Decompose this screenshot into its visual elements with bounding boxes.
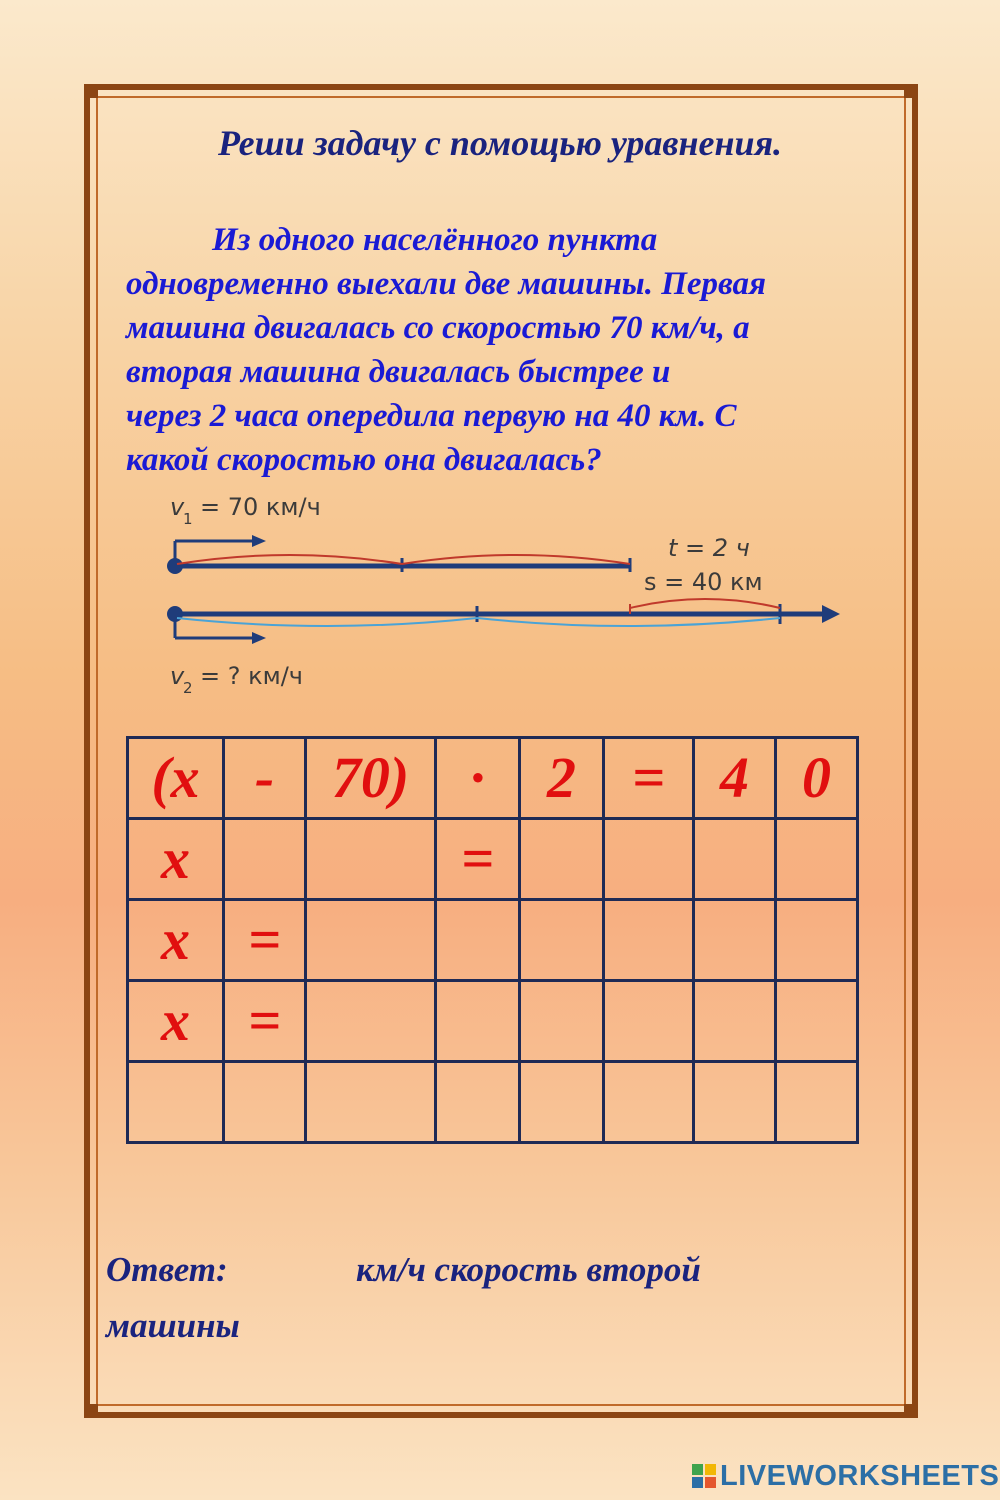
v2-arrowhead bbox=[252, 632, 266, 644]
v1-label: = 70 км/ч bbox=[200, 493, 321, 521]
grid-row bbox=[128, 1062, 858, 1143]
grid-input-cell[interactable] bbox=[306, 981, 436, 1062]
answer-label: Ответ: bbox=[106, 1250, 228, 1289]
grid-row bbox=[128, 900, 858, 981]
arc-hour-car2 bbox=[177, 618, 477, 626]
grid-cell: 2 bbox=[520, 738, 604, 819]
grid-input-cell[interactable] bbox=[436, 1062, 520, 1143]
frame-corner bbox=[84, 1404, 98, 1418]
time-label: t = 2 ч bbox=[668, 534, 750, 562]
v2-symbol: v bbox=[170, 662, 185, 690]
grid-cell: · bbox=[436, 738, 520, 819]
start-point bbox=[167, 558, 183, 574]
v1-subscript: 1 bbox=[183, 510, 193, 528]
grid-input-cell[interactable] bbox=[436, 900, 520, 981]
grid-row bbox=[128, 819, 858, 900]
problem-line: машина двигалась со скоростью 70 км/ч, а bbox=[126, 310, 750, 346]
equation-grid bbox=[126, 736, 859, 1144]
grid-input-cell[interactable] bbox=[604, 900, 694, 981]
grid-cell: 4 bbox=[694, 738, 776, 819]
grid-input-cell[interactable] bbox=[306, 1062, 436, 1143]
grid-input-cell[interactable] bbox=[436, 981, 520, 1062]
arc-hour-car2 bbox=[477, 618, 780, 626]
grid-cell: x bbox=[128, 900, 224, 981]
grid-cell: 70) bbox=[306, 738, 436, 819]
grid-row bbox=[128, 738, 858, 819]
grid-input-cell[interactable] bbox=[604, 819, 694, 900]
grid-cell: (x bbox=[128, 738, 224, 819]
v1-symbol: v bbox=[170, 493, 185, 521]
grid-input-cell[interactable] bbox=[128, 1062, 224, 1143]
grid-input-cell[interactable] bbox=[776, 981, 858, 1062]
grid-input-cell[interactable] bbox=[694, 981, 776, 1062]
v2-subscript: 2 bbox=[183, 679, 193, 697]
grid-input-cell[interactable] bbox=[604, 1062, 694, 1143]
problem-text bbox=[126, 218, 886, 482]
arc-hour bbox=[402, 555, 630, 564]
grid-row bbox=[128, 981, 858, 1062]
liveworksheets-logo bbox=[692, 1458, 999, 1494]
answer-unit-text: км/ч скорость второй bbox=[356, 1250, 701, 1289]
frame-corner bbox=[84, 84, 98, 98]
grid-input-cell[interactable] bbox=[520, 1062, 604, 1143]
grid-input-cell[interactable] bbox=[306, 819, 436, 900]
grid-cell: = bbox=[224, 900, 306, 981]
grid-input-cell[interactable] bbox=[776, 900, 858, 981]
grid-input-cell[interactable] bbox=[604, 981, 694, 1062]
frame-corner bbox=[904, 84, 918, 98]
grid-input-cell[interactable] bbox=[776, 1062, 858, 1143]
arc-difference bbox=[630, 599, 780, 608]
grid-cell: = bbox=[436, 819, 520, 900]
problem-line: Из одного населённого пункта bbox=[212, 222, 658, 258]
grid-cell: - bbox=[224, 738, 306, 819]
logo-icon bbox=[692, 1464, 716, 1488]
grid-cell: 0 bbox=[776, 738, 858, 819]
problem-line: через 2 часа опередила первую на 40 км. С bbox=[126, 398, 737, 434]
problem-line: какой скоростью она двигалась? bbox=[126, 442, 602, 478]
path-arrowhead bbox=[822, 605, 840, 623]
grid-input-cell[interactable] bbox=[520, 819, 604, 900]
problem-line: вторая машина двигалась быстрее и bbox=[126, 354, 671, 390]
grid-input-cell[interactable] bbox=[694, 900, 776, 981]
grid-input-cell[interactable] bbox=[520, 900, 604, 981]
motion-diagram bbox=[150, 488, 850, 698]
task-title: Реши задачу с помощью уравнения. bbox=[217, 123, 783, 163]
v1-arrowhead bbox=[252, 535, 266, 547]
grid-input-cell[interactable] bbox=[520, 981, 604, 1062]
grid-input-cell[interactable] bbox=[224, 819, 306, 900]
distance-label: s = 40 км bbox=[644, 568, 763, 596]
answer-line2: машины bbox=[106, 1306, 240, 1345]
grid-input-cell[interactable] bbox=[694, 819, 776, 900]
v2-label: = ? км/ч bbox=[200, 662, 303, 690]
arc-hour bbox=[177, 555, 402, 564]
logo-text: LIVEWORKSHEETS bbox=[720, 1459, 1000, 1492]
frame-corner bbox=[904, 1404, 918, 1418]
problem-line: одновременно выехали две машины. Первая bbox=[126, 266, 767, 302]
grid-input-cell[interactable] bbox=[694, 1062, 776, 1143]
grid-cell: x bbox=[128, 981, 224, 1062]
grid-cell: = bbox=[224, 981, 306, 1062]
grid-input-cell[interactable] bbox=[776, 819, 858, 900]
grid-input-cell[interactable] bbox=[306, 900, 436, 981]
grid-cell: = bbox=[604, 738, 694, 819]
grid-input-cell[interactable] bbox=[224, 1062, 306, 1143]
grid-cell: x bbox=[128, 819, 224, 900]
